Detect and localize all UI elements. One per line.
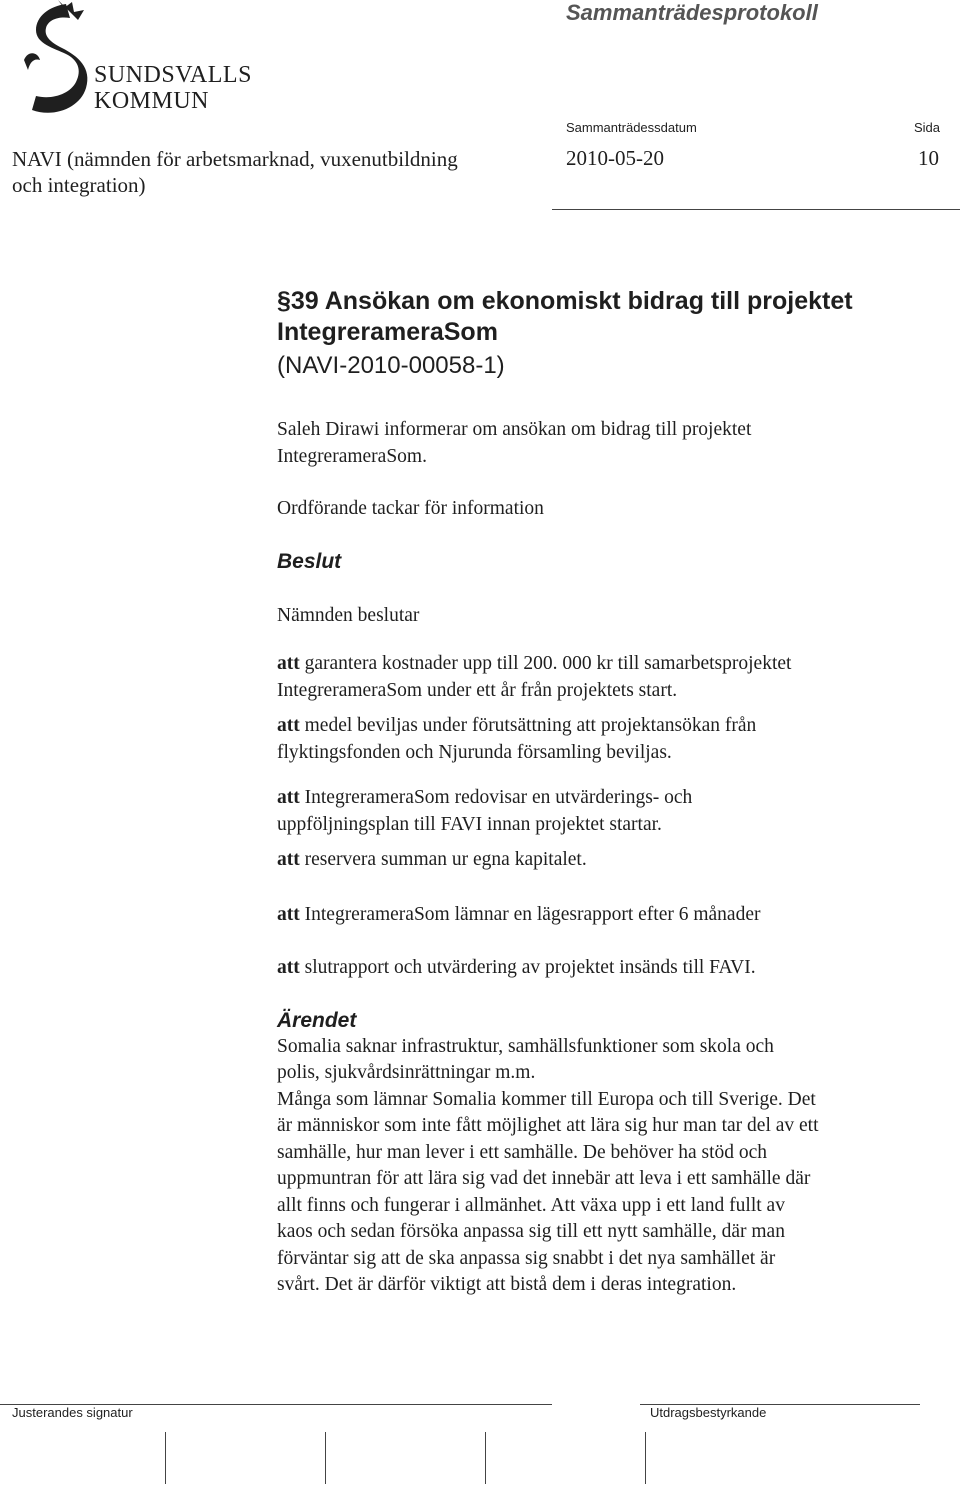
decision-item bbox=[277, 713, 945, 766]
att-keyword: att bbox=[277, 653, 300, 674]
dragon-emblem-icon bbox=[14, 0, 94, 122]
sundsvall-logo bbox=[14, 0, 254, 122]
decision-line-1: IntegrerameraSom redovisar en utvärderings- och bbox=[304, 787, 693, 808]
arendet-heading: Ärendet bbox=[277, 1008, 357, 1032]
extract-label: Utdragsbestyrkande bbox=[650, 1405, 767, 1420]
att-keyword: att bbox=[277, 849, 300, 870]
att-keyword: att bbox=[277, 903, 300, 925]
decision-line-2: IntegrerameraSom under ett år från projektets start. bbox=[277, 679, 678, 701]
decision-line-2: flyktingsfonden och Njurunda församling beviljas. bbox=[277, 741, 672, 763]
decision-list bbox=[277, 651, 945, 982]
arendet-line: polis, sjukvårdsinrättningar m.m. bbox=[277, 1062, 536, 1083]
logo-name: SUNDSVALLS bbox=[94, 62, 252, 88]
beslut-intro: Nämnden beslutar bbox=[277, 604, 420, 626]
decision-item bbox=[277, 651, 945, 704]
arendet-line: Många som lämnar Somalia kommer till Europa och till Sverige. Det bbox=[277, 1088, 816, 1110]
document-type: Sammanträdesprotokoll bbox=[566, 0, 818, 25]
arendet-line: samhälle, hur man lever i ett samhälle. De behöver ha stöd och bbox=[277, 1141, 768, 1163]
org-line-2: och integration) bbox=[12, 173, 146, 197]
arendet-line: är människor som inte fått möjlighet att lära sig hur man tar del av ett bbox=[277, 1115, 819, 1136]
header-divider bbox=[552, 209, 960, 210]
decision-item bbox=[277, 785, 945, 838]
att-keyword: att bbox=[277, 715, 300, 736]
org-line-1: NAVI (nämnden för arbetsmarknad, vuxenutbildning bbox=[12, 147, 458, 171]
signature-box-divider bbox=[645, 1432, 646, 1484]
arendet-line: uppmuntran för att lära sig vad det innebär att leva i ett samhälle där bbox=[277, 1168, 811, 1189]
arendet-text bbox=[277, 1034, 945, 1299]
thanks-text: Ordförande tackar för information bbox=[277, 498, 544, 519]
arendet-line: kaos och sedan försöka anpassa sig till ett nytt samhälle, där man bbox=[277, 1221, 785, 1242]
signature-box-divider bbox=[325, 1432, 326, 1484]
decision-item bbox=[277, 902, 945, 929]
section-title bbox=[277, 286, 945, 348]
section-title-line-2: IntegrerameraSom bbox=[277, 318, 498, 346]
intro-text bbox=[277, 417, 945, 470]
page-number: 10 bbox=[918, 146, 939, 170]
intro-line-2: IntegrerameraSom. bbox=[277, 445, 427, 467]
signature-label: Justerandes signatur bbox=[12, 1405, 133, 1420]
att-keyword: att bbox=[277, 957, 300, 978]
section-title-line-1: §39 Ansökan om ekonomiskt bidrag till projektet bbox=[277, 287, 853, 315]
decision-line-1: slutrapport och utvärdering av projektet insänds till FAVI. bbox=[304, 957, 756, 978]
decision-line-2: uppföljningsplan till FAVI innan projektet startar. bbox=[277, 813, 662, 835]
att-keyword: att bbox=[277, 787, 300, 808]
arendet-line: allt finns och fungerar i allmänhet. Att växa upp i ett land fullt av bbox=[277, 1194, 785, 1216]
decision-line-1: reservera summan ur egna kapitalet. bbox=[304, 849, 587, 870]
signature-box-divider bbox=[165, 1432, 166, 1484]
case-number: (NAVI-2010-00058-1) bbox=[277, 352, 505, 379]
decision-line-1: garantera kostnader upp till 200. 000 kr till samarbetsprojektet bbox=[304, 653, 792, 674]
section-content bbox=[277, 286, 945, 1299]
decision-line-1: IntegrerameraSom lämnar en lägesrapport efter 6 månader bbox=[304, 903, 761, 925]
page-label: Sida bbox=[914, 120, 941, 135]
date-label: Sammanträdessdatum bbox=[566, 120, 697, 135]
meeting-date: 2010-05-20 bbox=[566, 146, 664, 170]
logo-name-2: KOMMUN bbox=[94, 88, 210, 114]
arendet-line: svårt. Det är därför viktigt att bistå dem i deras integration. bbox=[277, 1274, 737, 1295]
decision-item bbox=[277, 955, 945, 982]
arendet-line: Somalia saknar infrastruktur, samhällsfunktioner som skola och bbox=[277, 1035, 774, 1057]
intro-line-1: Saleh Dirawi informerar om ansökan om bidrag till projektet bbox=[277, 419, 752, 440]
beslut-heading: Beslut bbox=[277, 549, 342, 573]
signature-box-divider bbox=[485, 1432, 486, 1484]
arendet-line: förväntar sig att de ska anpassa sig snabbt i det nya samhället är bbox=[277, 1247, 776, 1269]
decision-line-1: medel beviljas under förutsättning att projektansökan från bbox=[304, 715, 757, 736]
organization-name bbox=[12, 146, 458, 198]
decision-item bbox=[277, 847, 945, 874]
